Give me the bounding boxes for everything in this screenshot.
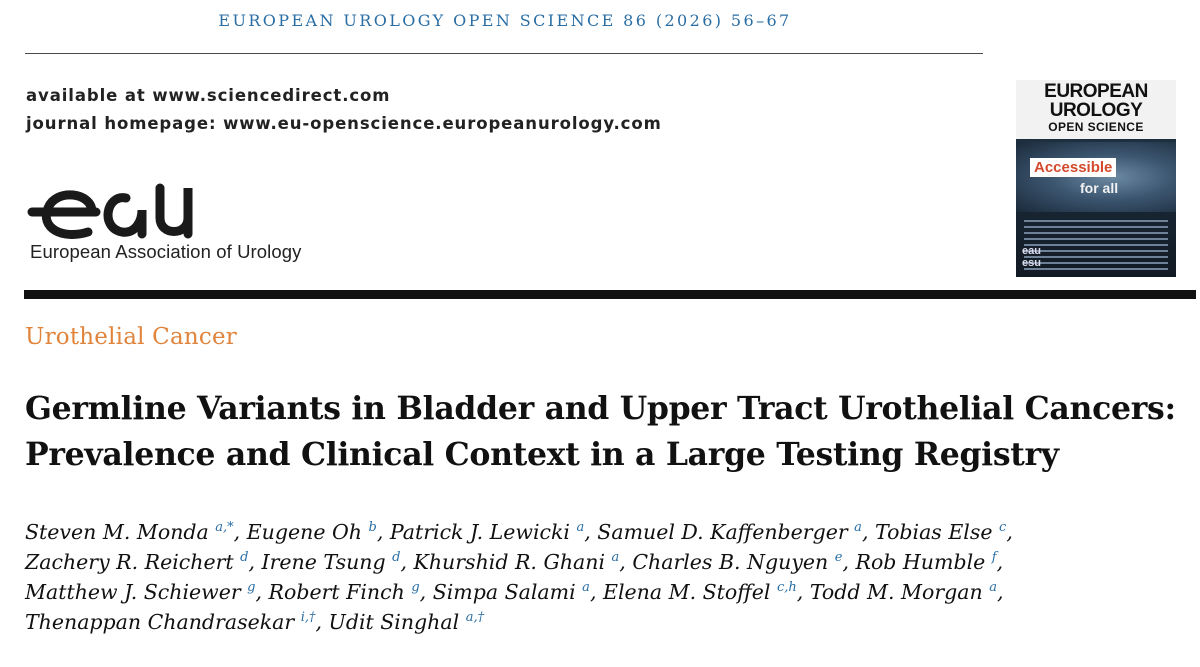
author-name[interactable]: Rob Humble xyxy=(855,550,992,574)
cover-tagline: for all xyxy=(1080,180,1119,196)
cover-title xyxy=(1016,80,1176,133)
author-separator: , xyxy=(248,550,262,574)
author-separator: , xyxy=(589,580,603,604)
journal-homepage[interactable]: journal homepage: www.eu-openscience.europeanurology.com xyxy=(26,114,662,133)
cover-title-line: EUROPEAN xyxy=(1044,81,1148,102)
title-line: Prevalence and Clinical Context in a Large Testing Registry xyxy=(25,436,1059,473)
author-separator: , xyxy=(796,580,810,604)
author-name[interactable]: Samuel D. Kaffenberger xyxy=(597,520,855,544)
affiliation-marker[interactable]: d xyxy=(240,550,249,566)
author-name[interactable]: Steven M. Monda xyxy=(25,520,216,544)
journal-reference: EUROPEAN UROLOGY OPEN SCIENCE 86 (2026) 56–67 xyxy=(218,11,792,30)
author-name[interactable]: Thenappan Chandrasekar xyxy=(25,610,301,634)
author-separator: , xyxy=(400,550,414,574)
author-name[interactable]: Patrick J. Lewicki xyxy=(389,520,577,544)
author-name[interactable]: Simpa Salami xyxy=(432,580,583,604)
author-separator: , xyxy=(996,550,1010,574)
author-name[interactable]: Tobias Else xyxy=(874,520,1000,544)
author-separator: , xyxy=(255,580,269,604)
cover-photo xyxy=(1016,142,1176,212)
affiliation-marker[interactable]: a xyxy=(854,520,862,536)
author-name[interactable]: Robert Finch xyxy=(268,580,412,604)
affiliation-marker[interactable]: f xyxy=(991,550,997,566)
title-line: Germline Variants in Bladder and Upper Tract Urothelial Cancers: xyxy=(25,390,1176,427)
author-separator: , xyxy=(1006,520,1020,544)
cover-tagline: Accessible xyxy=(1030,158,1116,177)
sciencedirect-availability[interactable]: available at www.sciencedirect.com xyxy=(26,86,391,105)
header-divider xyxy=(24,290,1196,299)
article-title xyxy=(25,386,1195,478)
author-name[interactable]: Charles B. Nguyen xyxy=(632,550,835,574)
affiliation-marker[interactable]: c,h xyxy=(776,580,797,596)
author-name[interactable]: Khurshid R. Ghani xyxy=(413,550,612,574)
affiliation-marker[interactable]: i,† xyxy=(300,610,316,626)
affiliation-marker[interactable]: b xyxy=(368,520,377,536)
cover-footer-text: eau xyxy=(1022,245,1041,257)
top-divider xyxy=(25,53,983,54)
article-section-label: Urothelial Cancer xyxy=(25,324,237,350)
affiliation-marker[interactable]: a xyxy=(989,580,997,596)
cover-footer-logo xyxy=(1022,246,1041,269)
author-line xyxy=(25,577,1195,607)
cover-title-line: UROLOGY xyxy=(1049,100,1143,121)
affiliation-marker[interactable]: a xyxy=(611,550,620,566)
author-separator: , xyxy=(842,550,856,574)
author-list xyxy=(25,517,1195,637)
cover-highlights xyxy=(1024,220,1168,274)
affiliation-marker[interactable]: e xyxy=(834,550,843,566)
affiliation-marker[interactable]: d xyxy=(392,550,401,566)
affiliation-marker[interactable]: g xyxy=(247,580,256,596)
author-separator: , xyxy=(315,610,329,634)
author-separator: , xyxy=(996,580,1011,604)
author-separator: , xyxy=(619,550,633,574)
author-name[interactable]: Irene Tsung xyxy=(261,550,393,574)
affiliation-marker[interactable]: a,* xyxy=(215,520,234,536)
cover-footer-text: esu xyxy=(1022,256,1041,269)
author-separator: , xyxy=(376,520,390,544)
author-name[interactable]: Elena M. Stoffel xyxy=(602,580,777,604)
author-line xyxy=(25,547,1195,577)
author-name[interactable]: Zachery R. Reichert xyxy=(25,550,241,574)
affiliation-marker[interactable]: c xyxy=(999,520,1007,536)
author-name[interactable]: Udit Singhal xyxy=(328,610,466,634)
affiliation-marker[interactable]: a xyxy=(576,520,585,536)
affiliation-marker[interactable]: g xyxy=(411,580,420,596)
author-line xyxy=(25,517,1195,547)
affiliation-marker[interactable]: a xyxy=(582,580,590,596)
author-line xyxy=(25,607,1195,637)
author-separator: , xyxy=(584,520,598,544)
author-separator: , xyxy=(861,520,875,544)
author-name[interactable]: Matthew J. Schiewer xyxy=(25,580,248,604)
cover-title-line: OPEN SCIENCE xyxy=(1048,120,1144,134)
author-separator: , xyxy=(419,580,433,604)
organization-name: European Association of Urology xyxy=(30,241,302,262)
affiliation-marker[interactable]: a,† xyxy=(465,610,485,626)
author-name[interactable]: Todd M. Morgan xyxy=(809,580,990,604)
author-name[interactable]: Eugene Oh xyxy=(246,520,369,544)
author-separator: , xyxy=(233,520,247,544)
